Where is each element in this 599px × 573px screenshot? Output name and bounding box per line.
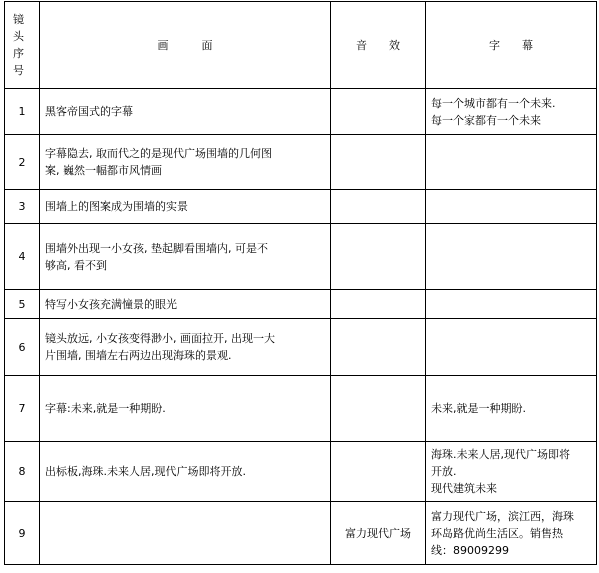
header-sound: 音 效 — [331, 2, 426, 89]
caption-cell — [426, 290, 597, 319]
picture-text: 字幕隐去, 取而代之的是现代广场围墙的几何图 — [45, 147, 272, 160]
header-shot-char: 镜 — [13, 13, 24, 26]
shot-number: 5 — [5, 290, 40, 319]
sound-cell — [331, 376, 426, 442]
table-row — [5, 502, 597, 565]
table-row — [5, 442, 597, 502]
picture-text: 片围墙, 围墙左右两边出现海珠的景观. — [45, 349, 232, 362]
shot-number: 4 — [5, 224, 40, 290]
caption-cell — [426, 190, 597, 224]
header-shot-char: 号 — [13, 64, 24, 77]
caption-text: 海珠.未来人居,现代广场即将 — [431, 448, 570, 461]
caption-cell — [426, 376, 597, 442]
table-row — [5, 376, 597, 442]
caption-text: 环岛路优尚生活区。销售热 — [431, 526, 563, 540]
picture-cell — [40, 502, 331, 565]
shot-number: 6 — [5, 319, 40, 376]
sound-cell — [331, 319, 426, 376]
picture-text: 镜头放远, 小女孩变得渺小, 画面拉开, 出现一大 — [45, 332, 275, 345]
header-shot-number — [5, 2, 40, 89]
sound-cell: 富力现代广场 — [331, 502, 426, 565]
picture-cell — [40, 190, 331, 224]
caption-text: 线：89009299 — [431, 543, 509, 557]
picture-cell — [40, 376, 331, 442]
caption-text: 每一个家都有一个未来 — [431, 113, 541, 127]
caption-text: 开放. — [431, 465, 457, 478]
caption-cell — [426, 89, 597, 135]
picture-cell — [40, 135, 331, 190]
shot-number: 2 — [5, 135, 40, 190]
caption-text: 每一个城市都有一个未来. — [431, 96, 556, 110]
caption-cell — [426, 135, 597, 190]
caption-text: 富力现代广场，滨江西，海珠 — [431, 509, 574, 523]
table-row — [5, 224, 597, 290]
sound-cell — [331, 190, 426, 224]
picture-cell — [40, 89, 331, 135]
header-caption: 字 幕 — [426, 2, 597, 89]
caption-cell — [426, 224, 597, 290]
table-row — [5, 89, 597, 135]
table-row — [5, 135, 597, 190]
sound-cell — [331, 224, 426, 290]
header-shot-char: 序 — [13, 47, 24, 60]
picture-text: 案, 巍然一幅都市风情画 — [45, 164, 162, 177]
picture-cell — [40, 224, 331, 290]
picture-cell — [40, 442, 331, 502]
table-row — [5, 290, 597, 319]
picture-text: 围墙上的图案成为围墙的实景 — [45, 200, 188, 213]
caption-cell — [426, 502, 597, 565]
picture-text: 围墙外出现一小女孩, 垫起脚看围墙内, 可是不 — [45, 241, 268, 255]
header-picture: 画 面 — [40, 2, 331, 89]
table-row — [5, 319, 597, 376]
caption-cell — [426, 442, 597, 502]
caption-text: 未来,就是一种期盼. — [431, 402, 526, 415]
sound-cell — [331, 442, 426, 502]
header-row — [5, 2, 597, 89]
picture-text: 黑客帝国式的字幕 — [45, 105, 133, 118]
sound-cell — [331, 135, 426, 190]
caption-text: 现代建筑未来 — [431, 482, 497, 495]
caption-cell — [426, 319, 597, 376]
picture-text: 字幕:未来,就是一种期盼. — [45, 402, 166, 415]
picture-cell — [40, 290, 331, 319]
picture-text: 出标板,海珠.未来人居,现代广场即将开放. — [45, 465, 246, 478]
picture-text: 够高, 看不到 — [45, 258, 107, 272]
sound-cell — [331, 89, 426, 135]
header-shot-char: 头 — [13, 30, 24, 43]
picture-cell — [40, 319, 331, 376]
shot-number: 9 — [5, 502, 40, 565]
shot-number: 3 — [5, 190, 40, 224]
picture-text: 特写小女孩充满憧景的眼光 — [45, 297, 177, 311]
storyboard-table — [4, 1, 597, 565]
shot-number: 1 — [5, 89, 40, 135]
shot-number: 8 — [5, 442, 40, 502]
shot-number: 7 — [5, 376, 40, 442]
sound-cell — [331, 290, 426, 319]
table-row — [5, 190, 597, 224]
